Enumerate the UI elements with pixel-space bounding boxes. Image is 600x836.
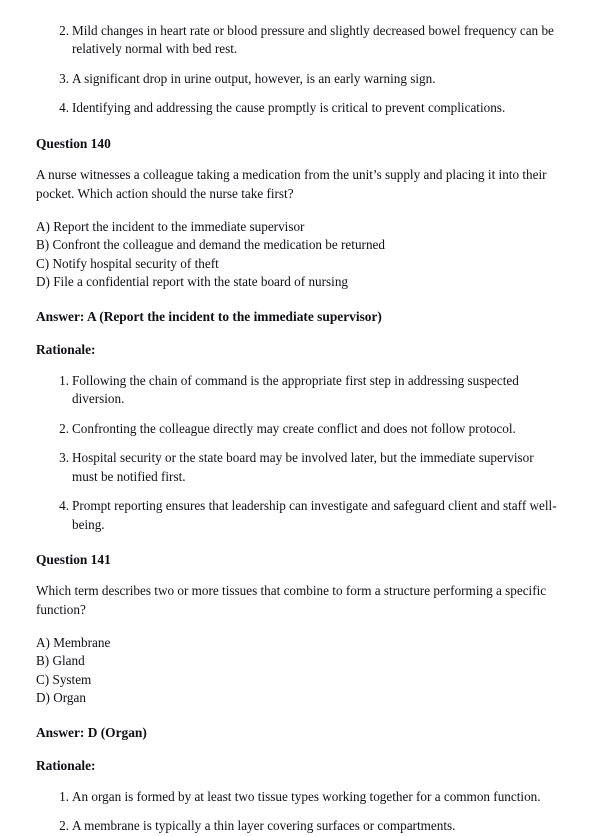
- list-item: [36, 497, 560, 534]
- list-marker: 4.: [59, 498, 69, 514]
- rationale-list-141: [36, 788, 560, 836]
- list-marker: 3.: [59, 70, 69, 86]
- list-marker: 2.: [59, 420, 69, 436]
- list-item-text: A significant drop in urine output, however, is an early warning sign.: [72, 70, 436, 86]
- question-heading-141: Question 141: [36, 552, 111, 567]
- list-marker: 3.: [59, 450, 69, 466]
- list-item: [36, 817, 560, 835]
- list-item-text: Confronting the colleague directly may create conflict and does not follow protocol.: [72, 420, 516, 436]
- list-item: [36, 420, 560, 438]
- list-marker: 1.: [59, 372, 69, 388]
- list-marker: 4.: [59, 100, 69, 116]
- option-d[interactable]: D) File a confidential report with the state board of nursing: [36, 274, 349, 290]
- rationale-heading-141: Rationale:: [36, 758, 96, 774]
- option-a[interactable]: A) Membrane: [36, 634, 111, 650]
- list-item: [36, 449, 560, 486]
- option-list-140: [36, 218, 560, 292]
- option-list-141: [36, 634, 560, 708]
- list-marker: 2.: [59, 23, 69, 38]
- answer-line-141: Answer: D (Organ): [36, 724, 147, 740]
- question-stem-141: Which term describes two or more tissues that combine to form a structure performing a specific function?: [36, 583, 547, 618]
- list-item: [36, 372, 560, 409]
- list-item: [36, 22, 560, 59]
- option-b[interactable]: B) Confront the colleague and demand the medication be returned: [36, 237, 385, 253]
- list-item-text: An organ is formed by at least two tissue types working together for a common function.: [72, 788, 541, 804]
- continued-rationale-list: [36, 22, 560, 118]
- list-item-text: Identifying and addressing the cause promptly is critical to prevent complications.: [72, 100, 506, 116]
- question-stem-140: A nurse witnesses a colleague taking a medication from the unit’s supply and placing it into their pocket. Which action should the nurse take first?: [36, 167, 547, 202]
- list-marker: 2.: [59, 818, 69, 834]
- option-a[interactable]: A) Report the incident to the immediate supervisor: [36, 218, 305, 234]
- rationale-heading-140: Rationale:: [36, 342, 96, 358]
- list-item: [36, 788, 560, 806]
- question-heading-140: Question 140: [36, 135, 111, 151]
- rationale-list-140: [36, 372, 560, 534]
- list-marker: 1.: [59, 788, 69, 804]
- document-body: [36, 22, 560, 836]
- list-item-text: Hospital security or the state board may be involved later, but the immediate supervisor must be notified first.: [72, 450, 534, 484]
- answer-line-140: Answer: A (Report the incident to the immediate supervisor): [36, 308, 382, 324]
- list-item-text: A membrane is typically a thin layer covering surfaces or compartments.: [72, 818, 456, 834]
- list-item-text: Prompt reporting ensures that leadership can investigate and safeguard client and staff well-being.: [72, 498, 557, 532]
- option-c[interactable]: C) Notify hospital security of theft: [36, 255, 219, 271]
- option-d[interactable]: D) Organ: [36, 690, 86, 706]
- list-item: [36, 70, 560, 88]
- list-item-text: Mild changes in heart rate or blood pressure and slightly decreased bowel frequency can be relatively normal with bed rest.: [72, 23, 554, 57]
- option-c[interactable]: C) System: [36, 671, 92, 687]
- list-item-text: Following the chain of command is the appropriate first step in addressing suspected diversion.: [72, 372, 519, 407]
- option-b[interactable]: B) Gland: [36, 653, 85, 669]
- list-item: [36, 99, 560, 117]
